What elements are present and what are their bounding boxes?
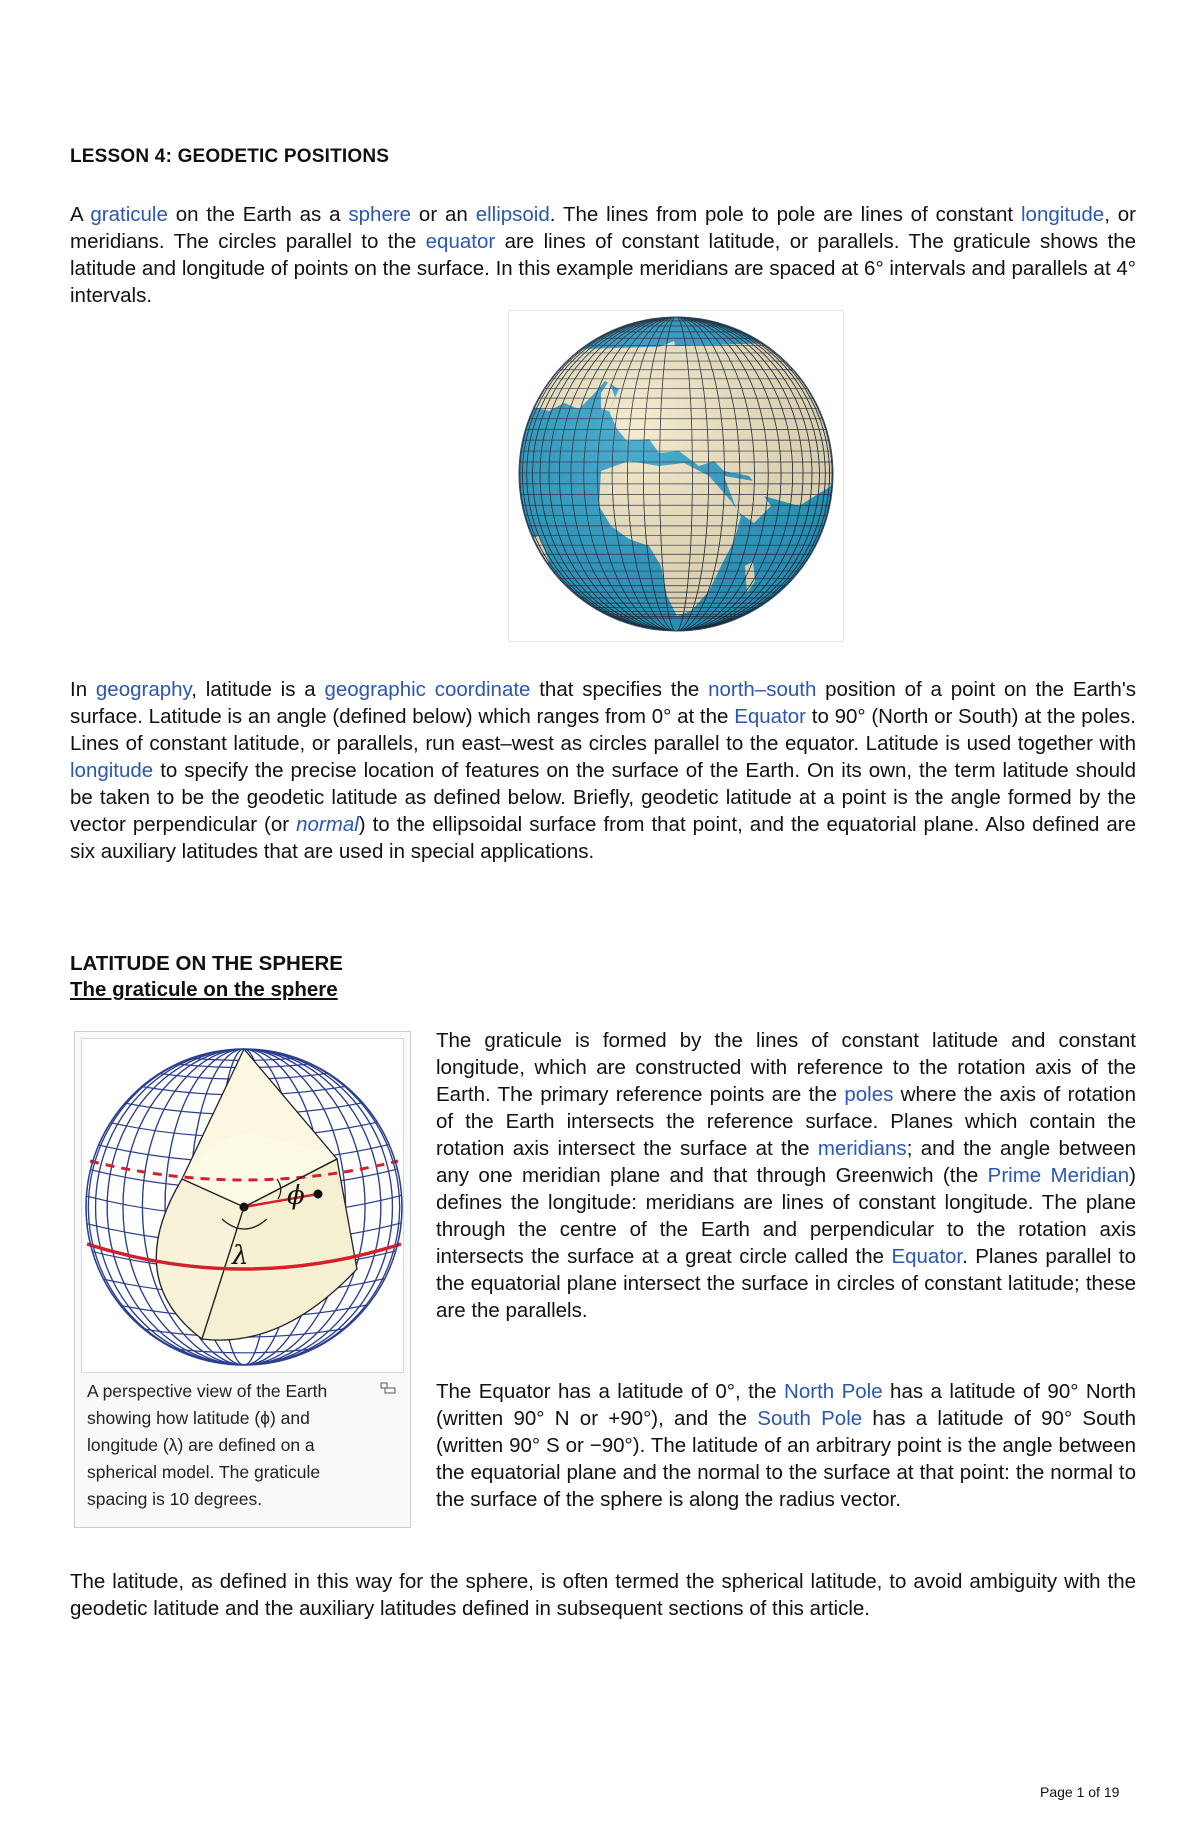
link-meridians[interactable]: meridians [817,1137,907,1160]
sphere-diagram-figure [74,1031,411,1528]
text-run: , or meridians. The circles parallel to the [70,203,1136,253]
text-run: In [70,678,96,701]
link-longitude[interactable]: longitude [70,759,154,782]
text-run: has a latitude of 90° South (written 90° S or −90°). The latitude of an arbitrary point is the angle between the equatorial plane and the normal to the surface at that point: the normal to the surface of the sphere is along the radius vector. [436,1407,1136,1511]
figure-caption: A perspective view of the Earth showing how latitude (ϕ) and longitude (λ) are defined on a spherical model. The graticule spacing is 10 degrees. [87,1381,328,1509]
text-run: ; and the angle between any one meridian plane and that through Greenwich (the [436,1137,1136,1187]
link-geographic-coordinate[interactable]: geographic coordinate [324,678,531,701]
text-run: The Equator has a latitude of 0°, the [436,1380,785,1403]
link-prime-meridian[interactable]: Prime Meridian [987,1164,1130,1187]
equator-paragraph [436,1378,1136,1513]
link-equator[interactable]: equator [425,230,496,253]
text-run: to 90° (North or South) at the poles. Lines of constant latitude, or parallels, run east–west as circles parallel to the equator. Latitude is used together with [70,705,1136,755]
graticule-paragraph [436,1027,1136,1324]
link-normal[interactable]: normal [296,813,359,836]
text-run: to specify the precise location of features on the surface of the Earth. On its own, the term latitude should be taken to be the geodetic latitude as defined below. Briefly, geodetic latitude at a point is the angle formed by the vector perpendicular (or [70,759,1136,836]
text-run: , latitude is a [191,678,325,701]
lambda-label: λ [232,1241,249,1271]
sphere-diagram-image-box [81,1038,404,1373]
text-run: . Planes parallel to the equatorial plane intersect the surface in circles of constant latitude; these are the parallels. [436,1245,1136,1322]
text-run: position of a point on the Earth's surface. Latitude is an angle (defined below) which ranges from 0° at the [70,678,1136,728]
link-ellipsoid[interactable]: ellipsoid [475,203,550,226]
link-sphere[interactable]: sphere [348,203,412,226]
geography-paragraph [70,676,1136,865]
text-run: where the axis of rotation of the Earth intersects the reference surface. Planes which contain the rotation axis intersect the surface at the [436,1083,1136,1160]
globe-graticule-image [509,311,843,641]
text-run: ) defines the longitude: meridians are lines of constant longitude. The plane through the centre of the Earth and perpendicular to the rotation axis intersects the surface at a great circle called the [436,1164,1136,1268]
globe-graticule-figure [508,310,844,642]
lesson-title: LESSON 4: GEODETIC POSITIONS [70,146,390,167]
text-run: ) to the ellipsoidal surface from that point, and the equatorial plane. Also defined are six auxiliary latitudes that are used in special applications. [70,813,1137,863]
text-run: . The lines from pole to pole are lines of constant [549,203,1021,226]
text-run: The latitude, as defined in this way for the sphere, is often termed the spherical latitude, to avoid ambiguity with the geodetic latitude and the auxiliary latitudes defined in subsequent sections of this article. [70,1570,1136,1620]
text-run: that specifies the [530,678,709,701]
sphere-diagram-image [82,1039,403,1372]
surface-point [314,1190,323,1199]
link-poles[interactable]: poles [844,1083,894,1106]
link-longitude[interactable]: longitude [1020,203,1105,226]
section-heading: LATITUDE ON THE SPHERE [70,952,343,975]
closing-paragraph [70,1568,1136,1622]
subsection-heading: The graticule on the sphere [70,978,338,1001]
text-run: on the Earth as a [167,203,349,226]
intro-paragraph [70,201,1136,309]
phi-label: ϕ [287,1181,305,1211]
link-graticule[interactable]: graticule [90,203,168,226]
text-run: The graticule is formed by the lines of constant latitude and constant longitude, which are constructed with reference to the rotation axis of the Earth. The primary reference points are the [436,1029,1136,1106]
text-run: has a latitude of 90° North (written 90° N or +90°), and the [436,1380,1136,1430]
text-run: A [70,203,91,226]
link-south-pole[interactable]: South Pole [757,1407,863,1430]
expand-icon[interactable] [380,1382,396,1394]
center-point [240,1203,249,1212]
link-north-pole[interactable]: North Pole [784,1380,883,1403]
page-number: Page 1 of 19 [1040,1784,1120,1800]
link-equator[interactable]: Equator [734,705,806,728]
link-equator[interactable]: Equator [891,1245,963,1268]
link-north-south[interactable]: north–south [708,678,817,701]
link-geography[interactable]: geography [95,678,192,701]
text-run: are lines of constant latitude, or parallels. The graticule shows the latitude and longitude of points on the surface. In this example meridians are spaced at 6° intervals and parallels at 4° intervals. [70,230,1136,307]
text-run: or an [411,203,476,226]
